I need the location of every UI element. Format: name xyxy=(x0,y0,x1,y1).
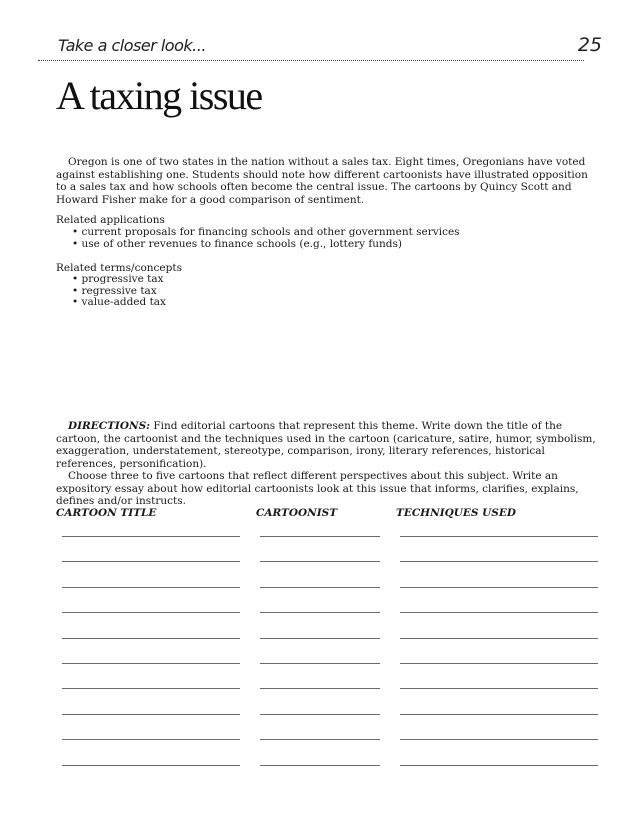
techniques-line[interactable] xyxy=(400,739,598,740)
title-line[interactable] xyxy=(62,739,240,740)
techniques-line[interactable] xyxy=(400,612,598,613)
cartoonist-line[interactable] xyxy=(260,739,380,740)
answer-row xyxy=(62,638,602,663)
techniques-line[interactable] xyxy=(400,638,598,639)
cartoonist-line[interactable] xyxy=(260,765,380,766)
answer-row xyxy=(62,739,602,764)
list-item: • value-added tax xyxy=(72,297,166,309)
title-line[interactable] xyxy=(62,663,240,664)
answer-lines xyxy=(62,536,602,790)
list-item: • progressive tax xyxy=(72,274,166,286)
answer-row xyxy=(62,612,602,637)
related-terms-heading: Related terms/concepts xyxy=(56,262,182,274)
answer-row xyxy=(62,663,602,688)
title-line[interactable] xyxy=(62,638,240,639)
answer-row xyxy=(62,536,602,561)
techniques-line[interactable] xyxy=(400,536,598,537)
column-header-techniques: TECHNIQUES USED xyxy=(396,507,516,519)
cartoonist-line[interactable] xyxy=(260,536,380,537)
techniques-line[interactable] xyxy=(400,688,598,689)
header-dotted-rule xyxy=(38,60,584,61)
cartoonist-line[interactable] xyxy=(260,714,380,715)
title-line[interactable] xyxy=(62,587,240,588)
list-item: • current proposals for financing schools and other government services xyxy=(72,227,460,239)
answer-row xyxy=(62,714,602,739)
related-applications-heading: Related applications xyxy=(56,214,165,226)
cartoonist-line[interactable] xyxy=(260,663,380,664)
directions-block xyxy=(56,420,596,508)
cartoonist-line[interactable] xyxy=(260,587,380,588)
title-line[interactable] xyxy=(62,688,240,689)
cartoonist-line[interactable] xyxy=(260,561,380,562)
answer-row xyxy=(62,688,602,713)
directions-paragraph xyxy=(56,420,596,470)
answer-row xyxy=(62,587,602,612)
title-line[interactable] xyxy=(62,612,240,613)
title-line[interactable] xyxy=(62,536,240,537)
section-label: Take a closer look... xyxy=(58,36,206,55)
cartoonist-line[interactable] xyxy=(260,688,380,689)
list-item: • regressive tax xyxy=(72,286,166,298)
techniques-line[interactable] xyxy=(400,587,598,588)
cartoonist-line[interactable] xyxy=(260,612,380,613)
page-title: A taxing issue xyxy=(56,73,262,118)
column-header-cartoon-title: CARTOON TITLE xyxy=(56,507,157,519)
directions-paragraph-2: Choose three to five cartoons that reflect different perspectives about this subject. Write an expository essay about how editorial cartoonists look at this issue that informs, clarifies, explains, defines and/or instructs. xyxy=(56,470,579,507)
page-number: 25 xyxy=(577,34,602,56)
related-applications-list xyxy=(72,227,460,250)
column-header-cartoonist: CARTOONIST xyxy=(256,507,338,519)
title-line[interactable] xyxy=(62,765,240,766)
techniques-line[interactable] xyxy=(400,714,598,715)
title-line[interactable] xyxy=(62,561,240,562)
directions-label: DIRECTIONS: xyxy=(68,420,151,432)
title-line[interactable] xyxy=(62,714,240,715)
techniques-line[interactable] xyxy=(400,663,598,664)
answer-row xyxy=(62,765,602,790)
answer-row xyxy=(62,561,602,586)
intro-paragraph: Oregon is one of two states in the nation without a sales tax. Eight times, Oregonians have voted against establishing one. Students should note how different cartoonists have illustrated opposition to a sales tax and how schools often become the central issue. The cartoons by Quincy Scott and Howard Fisher make for a good comparison of sentiment. xyxy=(56,156,588,206)
related-terms-list xyxy=(72,274,166,309)
techniques-line[interactable] xyxy=(400,561,598,562)
techniques-line[interactable] xyxy=(400,765,598,766)
cartoonist-line[interactable] xyxy=(260,638,380,639)
page-header xyxy=(56,34,602,60)
directions-text: Find editorial cartoons that represent this theme. Write down the title of the cartoon, the cartoonist and the techniques used in the cartoon (caricature, satire, humor, symbolism, exaggeration, understatement, stereotype, comparison, irony, literary references, historical references, personification). xyxy=(56,420,596,470)
list-item: • use of other revenues to finance schools (e.g., lottery funds) xyxy=(72,239,460,251)
